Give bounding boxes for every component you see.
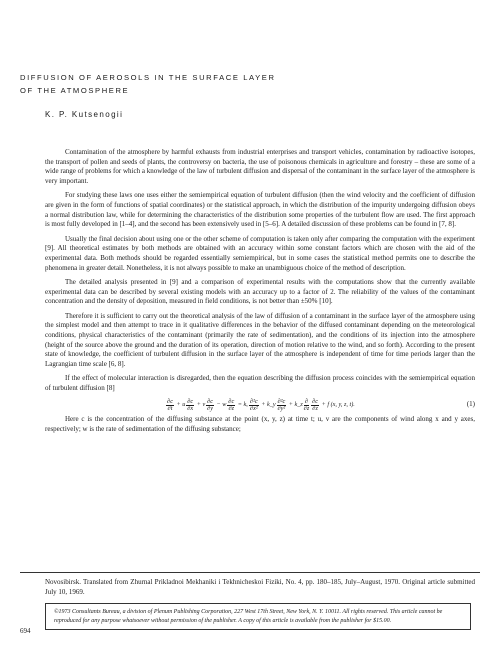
paragraph: Therefore it is sufficient to carry out the theoretical analysis of the law of diffusion of a contaminant in the surface layer of the atmosphere using the simplest model and then attempt to trace in it qualitative differences in the behavior of the diffused contaminant depending on the meteorological conditions, physical characteristics of the contaminant (primarily the rate of sedimentation), and the conditions of its injection into the atmosphere (height of the source above the ground and the duration of its operation, direction of motion relative to the wind, and so forth). According to the present state of knowledge, the coefficient of turbulent diffusion in the surface layer of the atmosphere is independent of time for time periods larger than the Lagrangian time scale [6, 8]. [45, 311, 475, 369]
eq-kx: kₓ [243, 401, 249, 409]
eq-term-d2c-dx2: $\frac{\text{∂²c}}{\text{∂x²}}$ [250, 397, 258, 412]
paragraph: For studying these laws one uses either the semiempirical equation of turbulent diffusion (then the wind velocity and the coefficient of diffusion are given in the form of functions of spatial coordinates) or the statistical approach, in which the distribution of the impurity undergoing diffusion obeys a normal distribution law, while for determining the characteristics of the distribution some properties of the turbulent flow are used. The first approach is most fully developed in [1–4], and the second has been extensively used in [5–6]. A detailed discussion of these problems can be found in [7, 8]. [45, 191, 475, 229]
title-line-2: OF THE ATMOSPHERE [20, 86, 130, 95]
footnote: Novosibirsk. Translated from Zhurnal Prikladnoi Mekhaniki i Tekhnicheskoi Fiziki, No. 4, pp. 180–185, July–August, 1970. Original article submitted July 10, 1969. [45, 578, 475, 596]
eq-term-dc-dz: $\frac{\partial c}{\partial z}$ [228, 397, 235, 412]
eq-ky: k_y [266, 401, 276, 409]
paragraph: The detailed analysis presented in [9] and a comparison of experimental results with the computations show that the currently available experimental data can be described by several existing models with an accuracy up to a factor of 2. The reliability of the values of the contaminant concentration and the density of deposition, measured in field conditions, is not better than ±50% [10]. [45, 277, 475, 306]
eq-v: v [202, 401, 206, 409]
article-title [20, 71, 480, 97]
eq-term-dc-dt: $\frac{\partial c}{\partial t}$ [167, 397, 173, 412]
title-line-1: DIFFUSION OF AEROSOLS IN THE SURFACE LAYER [20, 73, 276, 82]
copyright-notice: ©1973 Consultants Bureau, a division of Plenum Publishing Corporation, 227 West 17th Street, New York, N. Y. 10011. All rights reserved. This article cannot be reproduced for any purpose whatsoever without permission of the publisher. A copy of this article is available from the publisher for $15.00. [45, 603, 471, 630]
eq-u: u [182, 401, 186, 409]
paragraph: Here c is the concentration of the diffusing substance at the point (x, y, z) at time t; u, v are the components of wind along x and y axes, respectively; w is the rate of sedimentation of the diffusing substance; [45, 415, 475, 433]
eq-source-term: f (x, y, z, t). [327, 401, 355, 409]
eq-term-dc-dy: $\frac{\partial c}{\partial y}$ [207, 397, 213, 412]
author-name: K. P. Kutsenogii [45, 110, 124, 119]
page-number: 694 [20, 627, 31, 635]
eq-term-d2c-dy2: $\frac{\text{∂²c}}{\text{∂y²}}$ [277, 397, 286, 412]
eq-term-dc-dz-2: $\frac{\partial c}{\partial z}$ [312, 397, 319, 412]
article-body [45, 148, 475, 439]
equation-number: (1) [466, 400, 475, 409]
paragraph: Contamination of the atmosphere by harmful exhausts from industrial enterprises and transport vehicles, contamination by radioactive isotopes, the transport of pollen and seeds of plants, the controversy on bacteria, the use of poisonous chemicals in agriculture and forestry – these are some of a wide range of problems for which a knowledge of the law of turbulent diffusion and dispersal of the contaminant in the surface layer of the atmosphere is very important. [45, 148, 475, 186]
paragraph: If the effect of molecular interaction is disregarded, then the equation describing the diffusion process coincides with the semiempirical equation of turbulent diffusion [8] [45, 374, 475, 392]
eq-kz: k_z [294, 401, 303, 409]
paragraph: Usually the final decision about using one or the other scheme of computation is taken only after comparing the computation with the experiment [9]. All theoretical estimates by both methods are obtained with an accuracy within some constant factors which are chosen with the aid of the experimental data. Both methods should be regarded essentially semiempirical, but in some cases the statistical method permits one to describe the phenomena in greater detail. Nonetheless, it is not always possible to make an unambiguous choice of the method of description. [45, 234, 475, 272]
eq-w: w [222, 401, 227, 409]
footnote-divider [20, 572, 480, 573]
eq-term-dc-dx: $\frac{\partial c}{\partial x}$ [187, 397, 194, 412]
eq-term-dz-kz: $\frac{\partial}{\partial z}$ [303, 397, 310, 412]
diffusion-equation: $\frac{\partial c}{\partial t}$ + u $\frac{\partial c}{\partial x}$ + v $\frac{\partial c}{\partial y}$ − w $\frac{\partial c}{\partial z}$ = kₓ $\frac{\text{∂²c}}{\text{∂x²}}$ + k_y $\frac{\text{∂²c}}{\text{∂y²}}$ + k_z $\frac{\partial}{\partial z}$ $\frac{\partial c}{\partial z}$ + f (x, y, z, t). (1) [167, 397, 475, 412]
